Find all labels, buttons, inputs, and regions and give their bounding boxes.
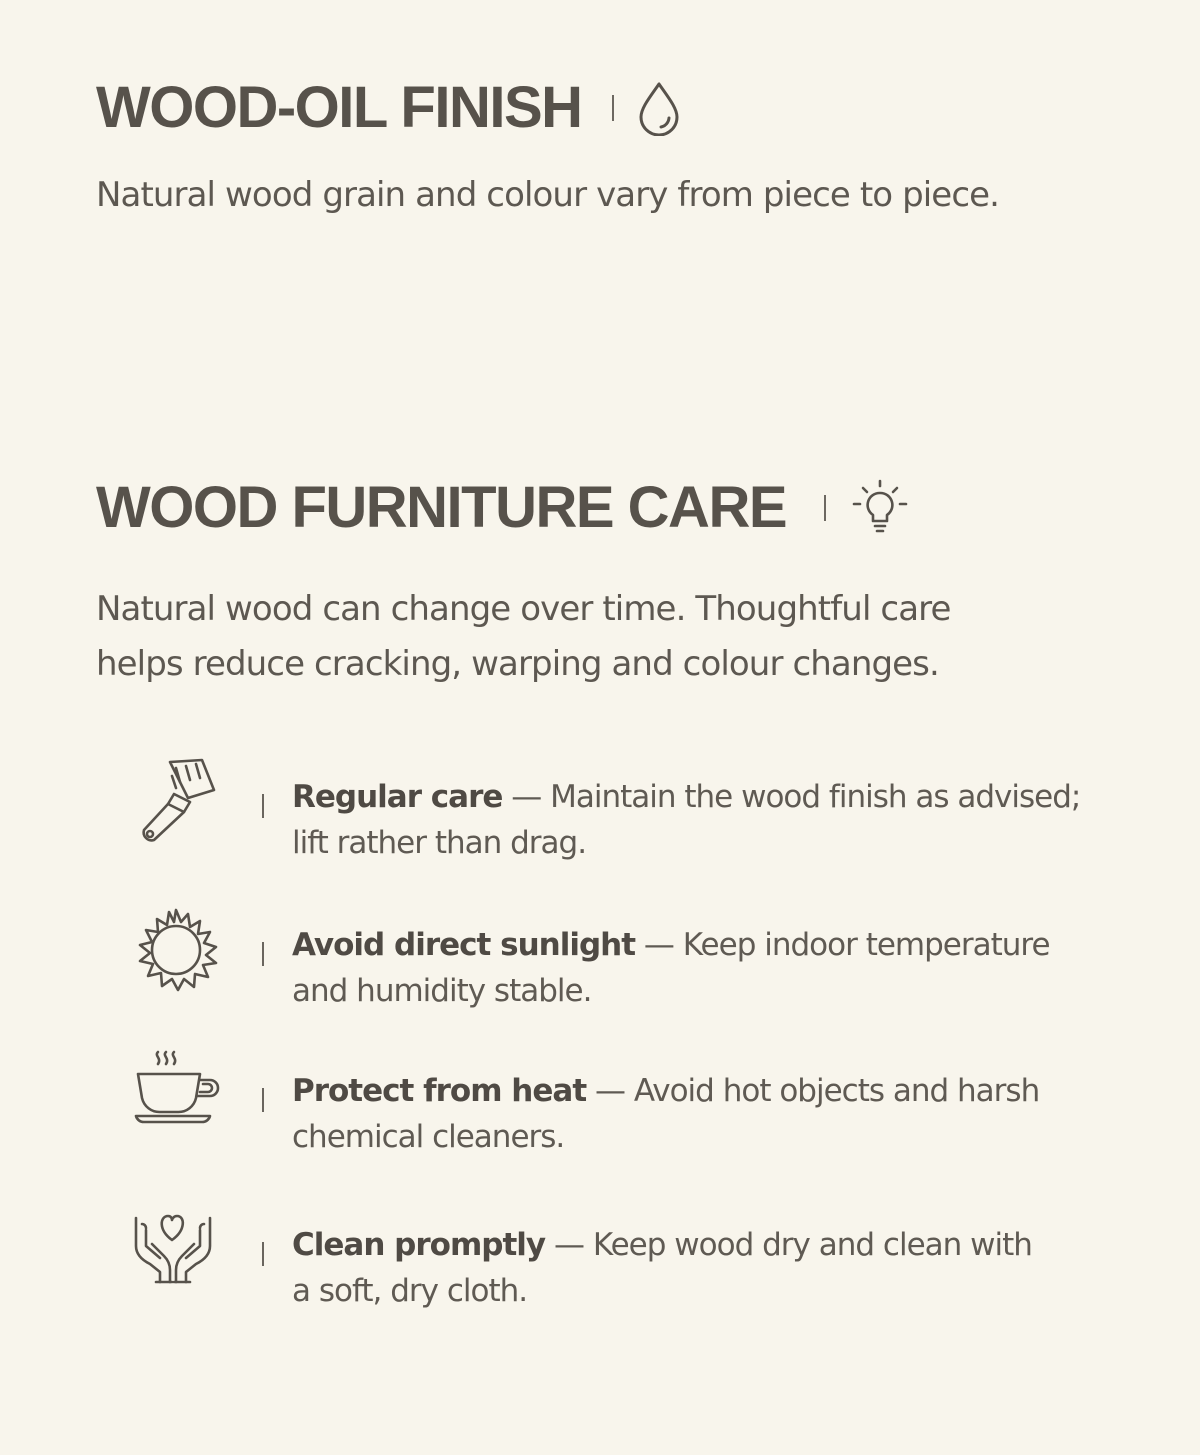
heading-divider	[612, 95, 614, 121]
care-item-title: Regular care	[292, 779, 503, 815]
care-item-text-line1: Keep indoor temperature	[682, 927, 1050, 963]
care-item-text-line2: chemical cleaners.	[292, 1119, 565, 1155]
item-divider	[262, 1088, 264, 1112]
care-item-dash: —	[545, 1227, 593, 1263]
care-intro-line2: helps reduce cracking, warping and colour changes.	[96, 644, 939, 684]
care-item-title: Clean promptly	[292, 1227, 546, 1263]
hands-heart-icon	[130, 1200, 226, 1296]
care-item-text	[292, 774, 1122, 866]
care-item-text-line1: Avoid hot objects and harsh	[633, 1073, 1040, 1109]
care-item-text-line1: Keep wood dry and clean with	[592, 1227, 1032, 1263]
finish-title: WOOD-OIL FINISH	[96, 75, 582, 140]
care-item-text	[292, 1222, 1122, 1314]
care-item-text	[292, 1068, 1122, 1160]
hot-cup-icon	[130, 1046, 226, 1142]
lightbulb-icon	[848, 479, 912, 537]
care-item-regular-care	[130, 752, 1130, 862]
care-item-text-line2: and humidity stable.	[292, 973, 592, 1009]
heading-divider	[824, 495, 826, 521]
care-item-text-line2: a soft, dry cloth.	[292, 1273, 528, 1309]
item-divider	[262, 942, 264, 966]
care-item-title: Protect from heat	[292, 1073, 587, 1109]
care-item-dash: —	[635, 927, 683, 963]
care-item-dash: —	[502, 779, 551, 815]
finish-section	[96, 68, 999, 223]
care-item-title: Avoid direct sunlight	[292, 927, 636, 963]
item-divider	[262, 1242, 264, 1266]
droplet-icon	[636, 80, 682, 136]
care-item-protect-heat	[130, 1046, 1130, 1156]
care-title: WOOD FURNITURE CARE	[96, 475, 787, 540]
care-item-avoid-sunlight	[130, 900, 1130, 1010]
paintbrush-icon	[130, 752, 226, 848]
care-heading-row	[96, 468, 950, 548]
care-item-clean-promptly	[130, 1200, 1130, 1310]
care-intro-line1: Natural wood can change over time. Thoughtful care	[96, 589, 951, 629]
care-item-text	[292, 922, 1122, 1014]
care-section	[96, 468, 950, 692]
care-item-dash: —	[586, 1073, 634, 1109]
sun-icon	[130, 900, 226, 996]
item-divider	[262, 794, 264, 818]
finish-description: Natural wood grain and colour vary from piece to piece.	[96, 175, 1000, 215]
care-intro	[96, 582, 950, 692]
finish-heading-row	[96, 68, 999, 148]
care-item-text-line1: Maintain the wood finish as advised;	[550, 779, 1081, 815]
care-item-text-line2: lift rather than drag.	[292, 825, 587, 861]
